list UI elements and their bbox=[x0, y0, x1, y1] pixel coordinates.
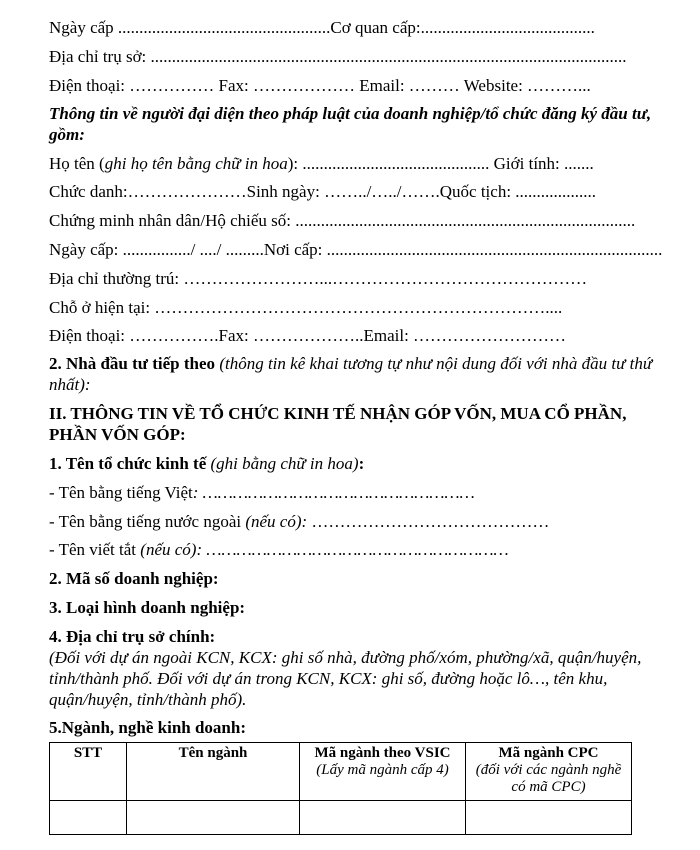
foreign-name-line bbox=[49, 511, 549, 532]
industry-table bbox=[49, 742, 632, 835]
name-hint: ghi họ tên bằng chữ in hoa bbox=[104, 154, 288, 173]
cell-name bbox=[127, 801, 300, 835]
org-name-heading bbox=[49, 453, 364, 474]
investor-issue-date: Ngày cấp ..................................................Cơ quan cấp:......................................... bbox=[49, 18, 595, 37]
foreign-name-dots: …………………………………… bbox=[311, 512, 550, 531]
short-name-line bbox=[49, 539, 509, 560]
foreign-name-hint: (nếu có): bbox=[245, 512, 312, 531]
cell-cpc bbox=[466, 801, 632, 835]
investor-head-office: Địa chỉ trụ sở: ................................................................................................................ bbox=[49, 47, 627, 66]
name-rest: ): ............................................ Giới tính: ....... bbox=[287, 154, 594, 173]
legal-rep-residence: Địa chỉ thường trú: ……………………...……………………………………… bbox=[49, 269, 588, 288]
col-vsic-label: Mã ngành theo VSIC bbox=[314, 745, 451, 761]
col-name-label: Tên ngành bbox=[178, 745, 248, 761]
col-cpc bbox=[466, 743, 632, 801]
short-name-label: - Tên viết tắt bbox=[49, 540, 141, 559]
name-label: Họ tên ( bbox=[49, 154, 105, 173]
next-investor-label: 2. Nhà đầu tư tiếp theo bbox=[49, 354, 216, 373]
vn-name-label: - Tên bằng tiếng Việt bbox=[49, 483, 193, 502]
col-cpc-label: Mã ngành CPC bbox=[498, 745, 599, 761]
legal-rep-current-address: Chỗ ở hiện tại: …………………………………………………………….... bbox=[49, 298, 563, 317]
legal-rep-heading: Thông tin về người đại diện theo pháp luật của doanh nghiệp/tổ chức đăng ký đầu tư, gồm: bbox=[49, 104, 652, 144]
cell-stt bbox=[50, 801, 127, 835]
legal-rep-title: Chức danh:…………………Sinh ngày: ……../…../…….Quốc tịch: ................... bbox=[49, 182, 597, 201]
org-name-heading-colon: : bbox=[358, 454, 365, 473]
investor-phone: Điện thoại: …………… Fax: ……………… Email: ……… Website: ………... bbox=[49, 76, 591, 95]
tax-code-heading: 2. Mã số doanh nghiệp: bbox=[49, 569, 219, 588]
next-investor bbox=[49, 353, 661, 395]
industry-heading: 5.Ngành, nghề kinh doanh: bbox=[49, 718, 247, 737]
business-type-heading: 3. Loại hình doanh nghiệp: bbox=[49, 598, 246, 617]
col-vsic-note: (Lấy mã ngành cấp 4) bbox=[316, 762, 449, 778]
short-name-dots: …………………………………………………… bbox=[206, 540, 509, 559]
section-ii-heading: II. THÔNG TIN VỀ TỔ CHỨC KINH TẾ NHẬN GÓP VỐN, MUA CỔ PHẦN, PHẦN VỐN GÓP: bbox=[49, 404, 627, 444]
org-name-heading-hint: (ghi bằng chữ in hoa) bbox=[210, 454, 359, 473]
col-stt-label: STT bbox=[73, 745, 103, 761]
industry-table-header bbox=[50, 743, 632, 801]
next-investor-note: (thông tin kê khai tương tự như nội dung đối với nhà đầu tư thứ nhất): bbox=[49, 354, 653, 394]
vn-name-line bbox=[49, 482, 475, 503]
legal-rep-id-date: Ngày cấp: ................/ ..../ .........Nơi cấp: ............................................................................... bbox=[49, 240, 663, 259]
col-vsic bbox=[300, 743, 466, 801]
head-office-note: (Đối với dự án ngoài KCN, KCX: ghi số nhà, đường phố/xóm, phường/xã, quận/huyện, tỉnh/thành phố. Đối với dự án trong KCN, KCX: ghi số, đường hoặc lô…, tên khu, quận/huyện, tỉnh/thành phố). bbox=[49, 648, 642, 709]
col-stt bbox=[50, 743, 127, 801]
vn-name-dots: : ……………………………………………… bbox=[192, 483, 475, 502]
legal-rep-name bbox=[49, 153, 594, 174]
foreign-name-label: - Tên bằng tiếng nước ngoài bbox=[49, 512, 246, 531]
org-name-heading-bold: 1. Tên tổ chức kinh tế bbox=[49, 454, 207, 473]
legal-rep-id: Chứng minh nhân dân/Hộ chiếu số: ................................................................................ bbox=[49, 211, 636, 230]
head-office-heading: 4. Địa chỉ trụ sở chính: bbox=[49, 627, 216, 646]
short-name-hint: (nếu có): bbox=[140, 540, 207, 559]
table-row bbox=[50, 801, 632, 835]
col-name bbox=[127, 743, 300, 801]
legal-rep-phone: Điện thoại: …………….Fax: ………………..Email: ……………………… bbox=[49, 326, 567, 345]
col-cpc-note: (đối với các ngành nghề có mã CPC) bbox=[475, 762, 622, 795]
cell-vsic bbox=[300, 801, 466, 835]
